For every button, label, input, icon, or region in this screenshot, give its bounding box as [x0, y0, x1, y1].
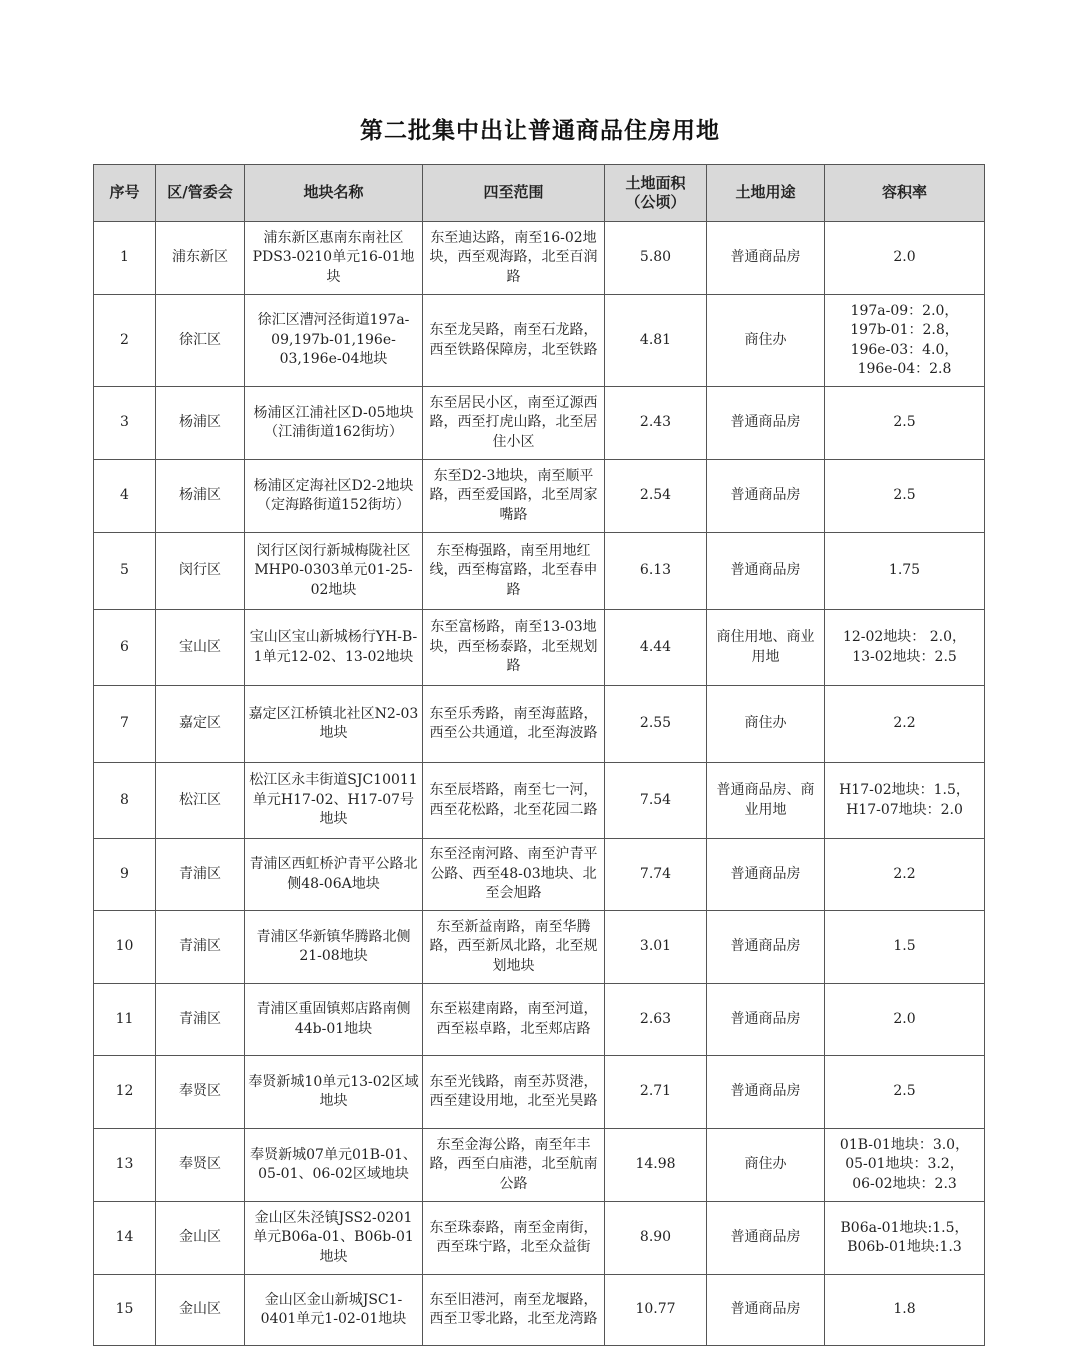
cell-name: 奉贤新城07单元01B-01、05-01、06-02区域地块	[245, 1129, 423, 1202]
table-row	[94, 610, 985, 686]
cell-seq: 10	[94, 911, 156, 984]
ratio-line: 2.5	[893, 487, 916, 504]
table-row	[94, 911, 985, 984]
ratio-line: 196e-03：4.0，	[850, 341, 959, 358]
cell-seq: 13	[94, 1129, 156, 1202]
cell-name: 松江区永丰街道SJC10011单元H17-02、H17-07号地块	[245, 763, 423, 839]
cell-seq: 11	[94, 984, 156, 1056]
header-district: 区/管委会	[156, 165, 245, 222]
cell-use: 普通商品房	[707, 1275, 825, 1346]
cell-name: 杨浦区江浦社区D-05地块（江浦街道162街坊）	[245, 387, 423, 460]
cell-use: 普通商品房	[707, 839, 825, 911]
table-row	[94, 387, 985, 460]
table-row	[94, 839, 985, 911]
cell-district: 奉贤区	[156, 1129, 245, 1202]
cell-district: 徐汇区	[156, 295, 245, 387]
table-row	[94, 222, 985, 295]
header-area-line1: 土地面积	[625, 173, 686, 192]
ratio-line: 2.0	[893, 249, 916, 266]
cell-bounds: 东至富杨路，南至13-03地块，西至杨泰路，北至规划路	[423, 610, 605, 686]
header-name: 地块名称	[245, 165, 423, 222]
cell-district: 杨浦区	[156, 460, 245, 533]
cell-seq: 9	[94, 839, 156, 911]
ratio-line: H17-07地块：2.0	[846, 801, 963, 818]
cell-seq: 12	[94, 1056, 156, 1129]
cell-area: 10.77	[605, 1275, 707, 1346]
cell-district: 金山区	[156, 1202, 245, 1275]
ratio-line: 2.0	[893, 1010, 916, 1027]
ratio-line: 2.2	[893, 715, 916, 732]
cell-area: 4.81	[605, 295, 707, 387]
cell-bounds: 东至崧建南路，南至河道，西至崧卓路，北至郏店路	[423, 984, 605, 1056]
cell-bounds: 东至迪达路，南至16-02地块，西至观海路，北至百润路	[423, 222, 605, 295]
cell-ratio	[825, 222, 985, 295]
cell-area: 2.63	[605, 984, 707, 1056]
cell-district: 杨浦区	[156, 387, 245, 460]
cell-seq: 1	[94, 222, 156, 295]
cell-district: 金山区	[156, 1275, 245, 1346]
table-row	[94, 686, 985, 763]
cell-bounds: 东至梅强路，南至用地红线，西至梅富路，北至春申路	[423, 533, 605, 610]
cell-ratio	[825, 460, 985, 533]
cell-bounds: 东至新益南路，南至华腾路，西至新凤北路，北至规划地块	[423, 911, 605, 984]
ratio-line: 2.5	[893, 414, 916, 431]
cell-name: 金山区朱泾镇JSS2-0201单元B06a-01、B06b-01地块	[245, 1202, 423, 1275]
cell-name: 闵行区闵行新城梅陇社区MHP0-0303单元01-25-02地块	[245, 533, 423, 610]
cell-area: 8.90	[605, 1202, 707, 1275]
cell-area: 4.44	[605, 610, 707, 686]
header-seq: 序号	[94, 165, 156, 222]
cell-seq: 5	[94, 533, 156, 610]
cell-bounds: 东至辰塔路，南至七一河，西至花松路，北至花园二路	[423, 763, 605, 839]
ratio-line: 197a-09：2.0，	[850, 302, 959, 319]
cell-seq: 3	[94, 387, 156, 460]
cell-use: 普通商品房	[707, 1202, 825, 1275]
cell-ratio	[825, 911, 985, 984]
cell-district: 青浦区	[156, 911, 245, 984]
cell-bounds: 东至泾南河路、南至沪青平公路、西至48-03地块、北至会旭路	[423, 839, 605, 911]
cell-district: 青浦区	[156, 839, 245, 911]
cell-ratio	[825, 1202, 985, 1275]
cell-district: 嘉定区	[156, 686, 245, 763]
table-row	[94, 1275, 985, 1346]
cell-use: 商住办	[707, 1129, 825, 1202]
ratio-line: 12-02地块： 2.0，	[842, 629, 967, 645]
cell-district: 奉贤区	[156, 1056, 245, 1129]
ratio-line: 06-02地块：2.3	[852, 1175, 957, 1192]
cell-area: 2.43	[605, 387, 707, 460]
cell-district: 松江区	[156, 763, 245, 839]
cell-area: 2.54	[605, 460, 707, 533]
cell-bounds: 东至金海公路，南至年丰路，西至白庙港，北至航南公路	[423, 1129, 605, 1202]
cell-district: 浦东新区	[156, 222, 245, 295]
cell-area: 7.74	[605, 839, 707, 911]
cell-district: 闵行区	[156, 533, 245, 610]
cell-ratio	[825, 1275, 985, 1346]
ratio-line: 13-02地块：2.5	[852, 648, 957, 665]
cell-use: 普通商品房	[707, 387, 825, 460]
cell-name: 青浦区华新镇华腾路北侧21-08地块	[245, 911, 423, 984]
cell-district: 青浦区	[156, 984, 245, 1056]
ratio-line: 05-01地块：3.2，	[845, 1156, 964, 1173]
ratio-line: 1.75	[888, 562, 921, 579]
header-use: 土地用途	[707, 165, 825, 222]
cell-ratio	[825, 686, 985, 763]
cell-use: 普通商品房	[707, 1056, 825, 1129]
ratio-line: 2.5	[893, 1083, 916, 1100]
land-table	[93, 164, 985, 1346]
cell-ratio	[825, 1056, 985, 1129]
cell-area: 6.13	[605, 533, 707, 610]
cell-use: 商住办	[707, 686, 825, 763]
ratio-line: B06a-01地块:1.5，	[840, 1219, 969, 1236]
cell-ratio	[825, 839, 985, 911]
cell-name: 青浦区西虹桥沪青平公路北侧48-06A地块	[245, 839, 423, 911]
cell-name: 徐汇区漕河泾街道197a-09,197b-01,196e-03,196e-04地块	[245, 295, 423, 387]
ratio-line: 196e-04：2.8	[857, 361, 952, 377]
cell-use: 普通商品房	[707, 460, 825, 533]
cell-ratio	[825, 387, 985, 460]
table-row	[94, 460, 985, 533]
cell-use: 普通商品房	[707, 984, 825, 1056]
cell-bounds: 东至龙吴路，南至石龙路，西至铁路保障房，北至铁路	[423, 295, 605, 387]
header-ratio: 容积率	[825, 165, 985, 222]
ratio-line: 2.2	[893, 865, 916, 882]
cell-area: 14.98	[605, 1129, 707, 1202]
cell-bounds: 东至光钱路，南至苏贤港，西至建设用地，北至光昊路	[423, 1056, 605, 1129]
ratio-line: H17-02地块：1.5，	[839, 782, 970, 798]
page-title: 第二批集中出让普通商品住房用地	[360, 118, 720, 144]
ratio-line: 01B-01地块：3.0，	[839, 1136, 970, 1153]
cell-seq: 14	[94, 1202, 156, 1275]
table-row	[94, 533, 985, 610]
cell-seq: 15	[94, 1275, 156, 1346]
cell-use: 普通商品房、商业用地	[707, 763, 825, 839]
ratio-line: 1.5	[893, 938, 916, 955]
cell-district: 宝山区	[156, 610, 245, 686]
cell-seq: 6	[94, 610, 156, 686]
cell-bounds: 东至乐秀路，南至海蓝路，西至公共通道，北至海波路	[423, 686, 605, 763]
cell-ratio	[825, 1129, 985, 1202]
table-row	[94, 295, 985, 387]
table-row	[94, 763, 985, 839]
ratio-line: B06b-01地块:1.3	[847, 1239, 962, 1255]
cell-name: 浦东新区惠南东南社区PDS3-0210单元16-01地块	[245, 222, 423, 295]
cell-seq: 4	[94, 460, 156, 533]
cell-name: 宝山区宝山新城杨行YH-B-1单元12-02、13-02地块	[245, 610, 423, 686]
cell-name: 奉贤新城10单元13-02区域地块	[245, 1056, 423, 1129]
cell-bounds: 东至居民小区，南至辽源西路，西至打虎山路，北至居住小区	[423, 387, 605, 460]
cell-area: 5.80	[605, 222, 707, 295]
cell-use: 商住办	[707, 295, 825, 387]
table-row	[94, 1129, 985, 1202]
table-row	[94, 1056, 985, 1129]
header-bounds: 四至范围	[423, 165, 605, 222]
ratio-line: 1.8	[893, 1301, 916, 1318]
cell-name: 杨浦区定海社区D2-2地块（定海路街道152街坊）	[245, 460, 423, 533]
cell-use: 商住用地、商业用地	[707, 610, 825, 686]
cell-area: 3.01	[605, 911, 707, 984]
cell-seq: 8	[94, 763, 156, 839]
cell-seq: 7	[94, 686, 156, 763]
table-header-row	[94, 165, 985, 222]
cell-bounds: 东至D2-3地块，南至顺平路，西至爱国路，北至周家嘴路	[423, 460, 605, 533]
cell-name: 青浦区重固镇郏店路南侧44b-01地块	[245, 984, 423, 1056]
cell-seq: 2	[94, 295, 156, 387]
header-area	[605, 165, 707, 222]
cell-bounds: 东至珠泰路，南至金南街，西至珠宁路，北至众益街	[423, 1202, 605, 1275]
cell-area: 7.54	[605, 763, 707, 839]
cell-use: 普通商品房	[707, 222, 825, 295]
cell-ratio	[825, 763, 985, 839]
ratio-line: 197b-01：2.8，	[850, 322, 959, 338]
cell-use: 普通商品房	[707, 911, 825, 984]
cell-ratio	[825, 984, 985, 1056]
cell-name: 嘉定区江桥镇北社区N2-03地块	[245, 686, 423, 763]
table-row	[94, 1202, 985, 1275]
cell-area: 2.55	[605, 686, 707, 763]
header-area-line2: （公顷）	[625, 193, 686, 211]
cell-ratio	[825, 610, 985, 686]
cell-area: 2.71	[605, 1056, 707, 1129]
cell-ratio	[825, 295, 985, 387]
table-row	[94, 984, 985, 1056]
cell-bounds: 东至旧港河，南至龙堰路，西至卫零北路，北至龙湾路	[423, 1275, 605, 1346]
cell-use: 普通商品房	[707, 533, 825, 610]
cell-ratio	[825, 533, 985, 610]
cell-name: 金山区金山新城JSC1-0401单元1-02-01地块	[245, 1275, 423, 1346]
